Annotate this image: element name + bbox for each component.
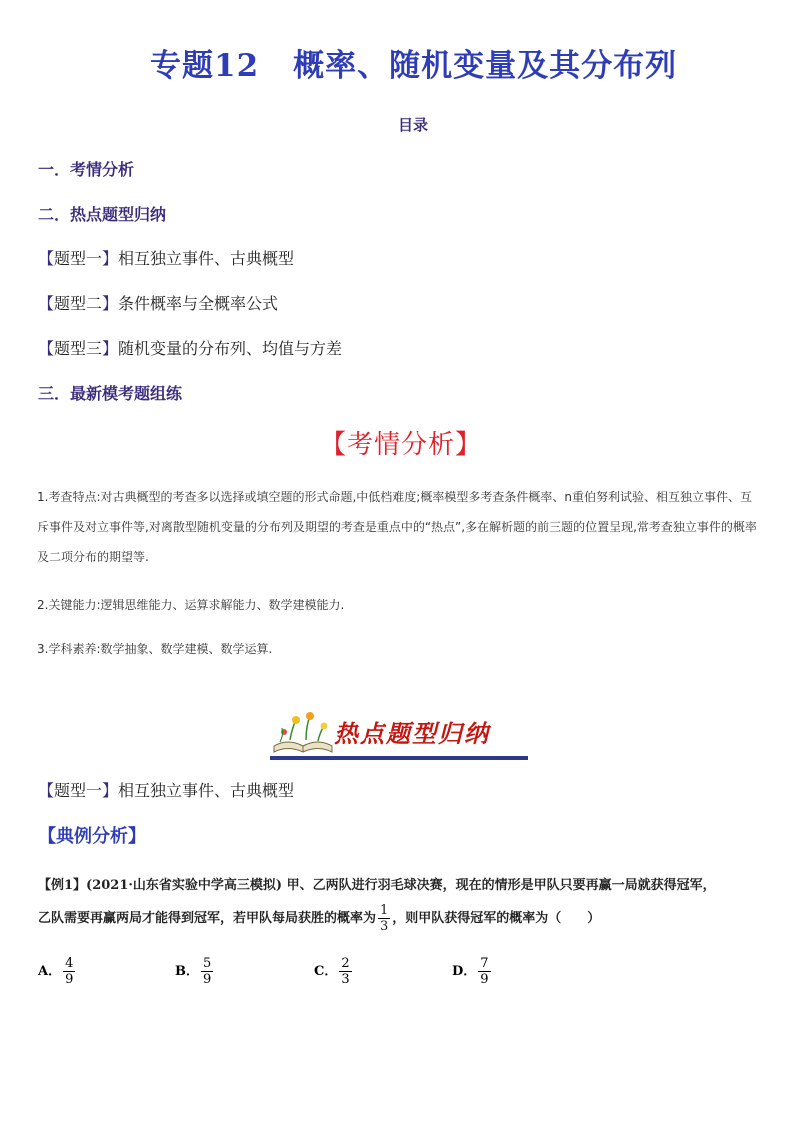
toc-item-hot-types[interactable]: 二．热点题型归纳 (38, 205, 167, 224)
open-book-flowers-icon (270, 710, 336, 756)
fraction-denominator: 3 (380, 919, 389, 934)
type-text: 相互独立事件、古典概型 (118, 781, 295, 800)
fraction (478, 956, 490, 987)
fraction-denominator: 9 (203, 972, 212, 987)
type-text: 条件概率与全概率公式 (118, 294, 279, 313)
title-topic-number: 专题12 (150, 48, 260, 84)
fraction-numerator: 7 (480, 956, 489, 971)
choice-label: D． (452, 964, 477, 979)
analysis-paragraph-2: 2.关键能力:逻辑思维能力、运算求解能力、数学建模能力. (37, 598, 345, 612)
type-label: 题型三 (54, 339, 103, 358)
type-label: 题型一 (54, 781, 103, 800)
fraction (378, 903, 390, 934)
banner-rule (270, 756, 528, 760)
example-1-line-1: 【例1】(2021·山东省实验中学高三模拟) 甲、乙两队进行羽毛球决赛，现在的情形是甲队只要再赢一局就获得冠军， (38, 878, 716, 893)
toc-item-type3[interactable] (38, 336, 342, 359)
bracket-close: 】 (102, 339, 119, 358)
toc-item-mock-exams[interactable]: 三．最新模考题组练 (38, 384, 183, 403)
toc-item-type2[interactable] (38, 291, 278, 314)
fraction (201, 956, 213, 987)
choice-label: A． (38, 964, 62, 979)
fraction-numerator: 1 (380, 903, 389, 918)
fraction-numerator: 4 (65, 956, 74, 971)
example-1-line-2 (38, 903, 768, 934)
type-text: 相互独立事件、古典概型 (118, 249, 295, 268)
analysis-paragraph-1: 1.考查特点:对古典概型的考查多以选择或填空题的形式命题,中低档难度;概率模型多考查条件概率、n重伯努利试验、相互独立事件、互斥事件及对立事件等,对离散型随机变量的分布列及期望的考查是重点中的“热点”,多在解析题的前三题的位置呈现,常考查独立事件的概率及二项分布的期望等. (37, 490, 757, 564)
type-text: 随机变量的分布列、均值与方差 (118, 339, 343, 358)
fraction-denominator: 9 (480, 972, 489, 987)
fraction (63, 956, 75, 987)
example-text: 乙队需要再赢两局才能得到冠军，若甲队每局获胜的概率为 (38, 911, 377, 926)
fraction-numerator: 5 (203, 956, 212, 971)
bracket-open: 【 (38, 339, 55, 358)
bracket-close: 】 (102, 294, 119, 313)
section-heading-analysis: 【考情分析】 (320, 430, 483, 460)
bracket-open: 【 (38, 781, 55, 800)
fraction-numerator: 2 (341, 956, 350, 971)
choice-d[interactable] (452, 956, 493, 987)
example-analysis-heading: 【典例分析】 (38, 826, 146, 847)
hot-types-banner (270, 710, 528, 760)
example-text: ，则甲队获得冠军的概率为（ ） (392, 911, 601, 926)
choice-c[interactable] (314, 956, 354, 987)
toc-item-analysis[interactable]: 一．考情分析 (38, 160, 135, 179)
page-title (150, 40, 677, 85)
choice-b[interactable] (175, 956, 215, 987)
analysis-paragraph-3: 3.学科素养:数学抽象、数学建模、数学运算. (37, 642, 273, 656)
toc-item-type1[interactable] (38, 246, 294, 269)
fraction-denominator: 3 (341, 972, 350, 987)
choice-a[interactable] (38, 956, 77, 987)
type-label: 题型一 (54, 249, 103, 268)
fraction (339, 956, 351, 987)
choice-label: B． (175, 964, 199, 979)
choice-label: C． (314, 964, 338, 979)
fraction-denominator: 9 (65, 972, 74, 987)
title-topic-name: 概率、随机变量及其分布列 (293, 48, 678, 84)
bracket-close: 】 (102, 781, 119, 800)
section-heading-type1 (38, 778, 294, 801)
bracket-open: 【 (38, 249, 55, 268)
bracket-open: 【 (38, 294, 55, 313)
type-label: 题型二 (54, 294, 103, 313)
bracket-close: 】 (102, 249, 119, 268)
banner-title: 热点题型归纳 (334, 719, 490, 748)
toc-heading: 目录 (398, 116, 429, 134)
